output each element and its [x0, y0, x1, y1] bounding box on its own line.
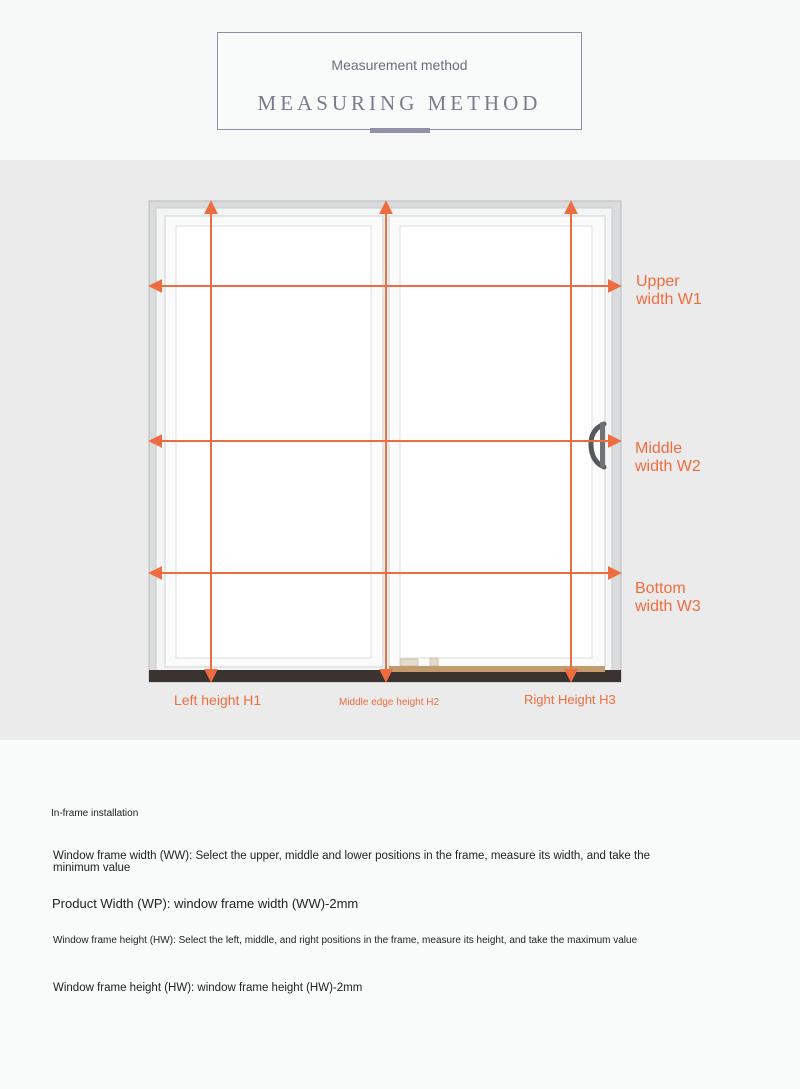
page-title: MEASURING METHOD	[257, 91, 542, 115]
frame-width-rule: Window frame width (WW): Select the upper, middle and lower positions in the frame, measure its width, and take the minimum value	[53, 850, 650, 874]
left-height-label: Left height H1	[174, 692, 262, 708]
upper-width-label	[636, 273, 702, 309]
measurement-diagram	[0, 160, 800, 740]
bottom-width-label	[635, 580, 701, 616]
frame-height-rule: Window frame height (HW): Select the left, middle, and right positions in the frame, measure its height, and take the maximum value	[53, 935, 638, 946]
bottom-width-label-line1: Bottom	[635, 580, 686, 597]
middle-height-label: Middle edge height H2	[339, 697, 440, 708]
frame-height-result: Window frame height (HW): window frame height (HW)-2mm	[53, 982, 363, 994]
header	[0, 0, 800, 160]
page-subtitle: Measurement method	[331, 57, 468, 73]
upper-width-label-line2: width W1	[636, 291, 702, 308]
upper-width-label-line1: Upper	[636, 273, 680, 290]
installation-type: In-frame installation	[51, 808, 139, 819]
notes-section	[0, 740, 800, 1089]
middle-width-label	[635, 440, 701, 476]
title-box	[217, 32, 582, 130]
product-width-rule: Product Width (WP): window frame width (WW)-2mm	[52, 896, 359, 911]
title-underline	[370, 128, 430, 133]
bottom-width-label-line2: width W3	[635, 598, 701, 615]
middle-width-label-line1: Middle	[635, 440, 683, 457]
middle-width-label-line2: width W2	[635, 458, 701, 475]
right-height-label: Right Height H3	[524, 692, 616, 707]
